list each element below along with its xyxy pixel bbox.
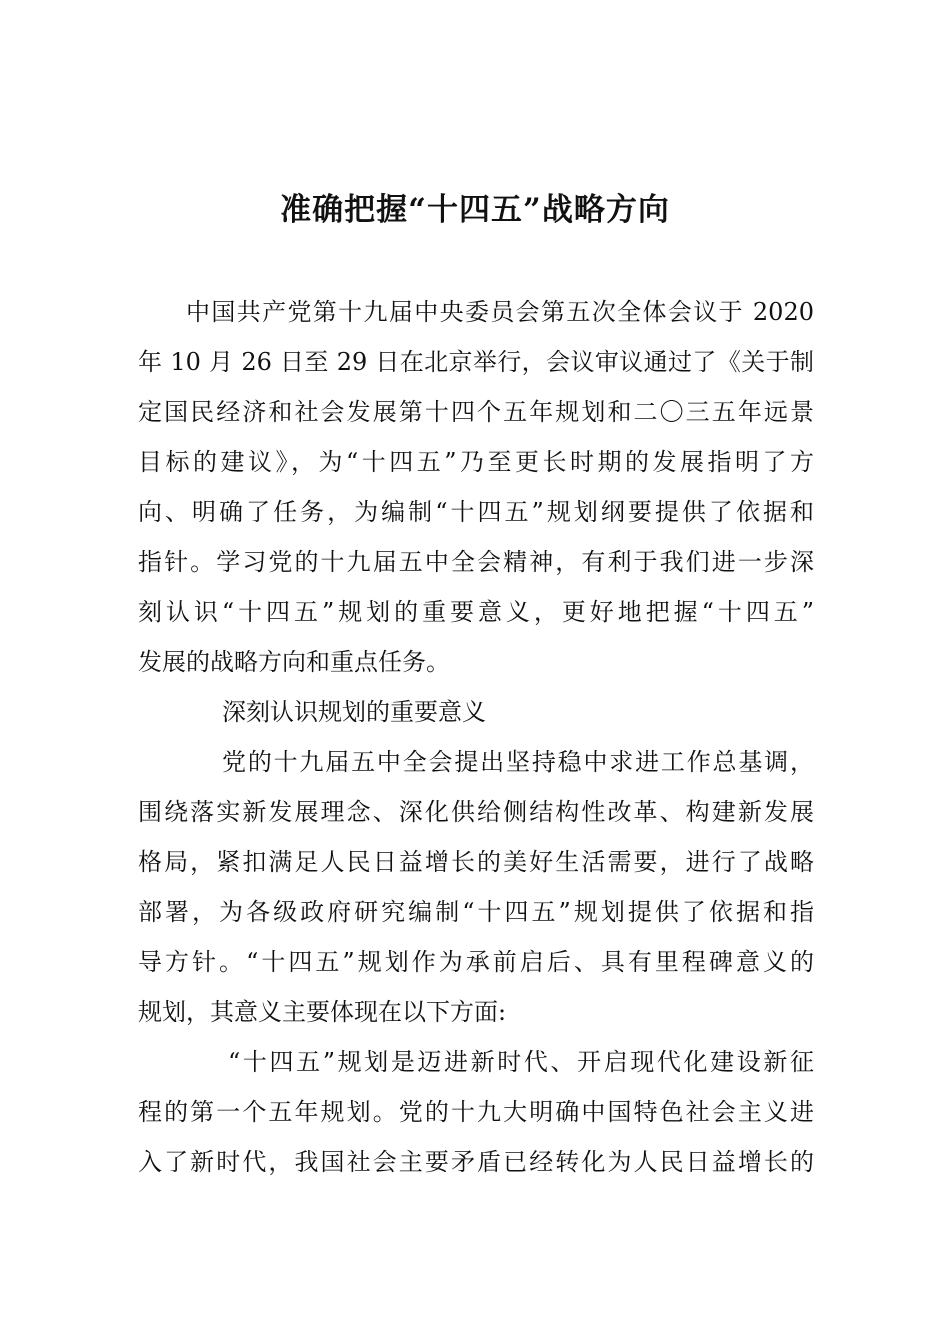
body-line-10: 围绕落实新发展理念、深化供给侧结构性改革、构建新发展 xyxy=(138,798,814,826)
body-line-3: 定国民经济和社会发展第十四个五年规划和二〇三五年远景 xyxy=(138,398,814,426)
body-line-12: 部署，为各级政府研究编制“十四五”规划提供了依据和指 xyxy=(138,898,814,926)
body-line-11: 格局，紧扣满足人民日益增长的美好生活需要，进行了战略 xyxy=(138,848,814,876)
page-title: 准确把握“十四五”战略方向 xyxy=(280,192,670,228)
body-line-4: 目标的建议》，为“十四五”乃至更长时期的发展指明了方 xyxy=(138,448,814,476)
body-line-2: 年 10 月 26 日至 29 日在北京举行，会议审议通过了《关于制 xyxy=(138,348,814,376)
body-line-16: 程的第一个五年规划。党的十九大明确中国特色社会主义进 xyxy=(138,1098,814,1126)
body-line-1: 中国共产党第十九届中央委员会第五次全体会议于 2020 xyxy=(186,298,814,326)
body-line-8: 发展的战略方向和重点任务。 xyxy=(138,648,450,676)
section-heading: 深刻认识规划的重要意义 xyxy=(222,698,486,726)
body-line-7: 刻认识“十四五”规划的重要意义，更好地把握“十四五” xyxy=(138,598,814,626)
body-line-15: “十四五”规划是迈进新时代、开启现代化建设新征 xyxy=(228,1048,814,1076)
body-line-17: 入了新时代，我国社会主要矛盾已经转化为人民日益增长的 xyxy=(138,1148,814,1176)
body-line-5: 向、明确了任务，为编制“十四五”规划纲要提供了依据和 xyxy=(138,498,814,526)
body-line-13: 导方针。“十四五”规划作为承前启后、具有里程碑意义的 xyxy=(138,948,814,976)
body-line-14: 规划，其意义主要体现在以下方面: xyxy=(138,998,507,1026)
body-line-6: 指针。学习党的十九届五中全会精神，有利于我们进一步深 xyxy=(138,548,814,576)
body-line-9: 党的十九届五中全会提出坚持稳中求进工作总基调， xyxy=(222,748,814,776)
